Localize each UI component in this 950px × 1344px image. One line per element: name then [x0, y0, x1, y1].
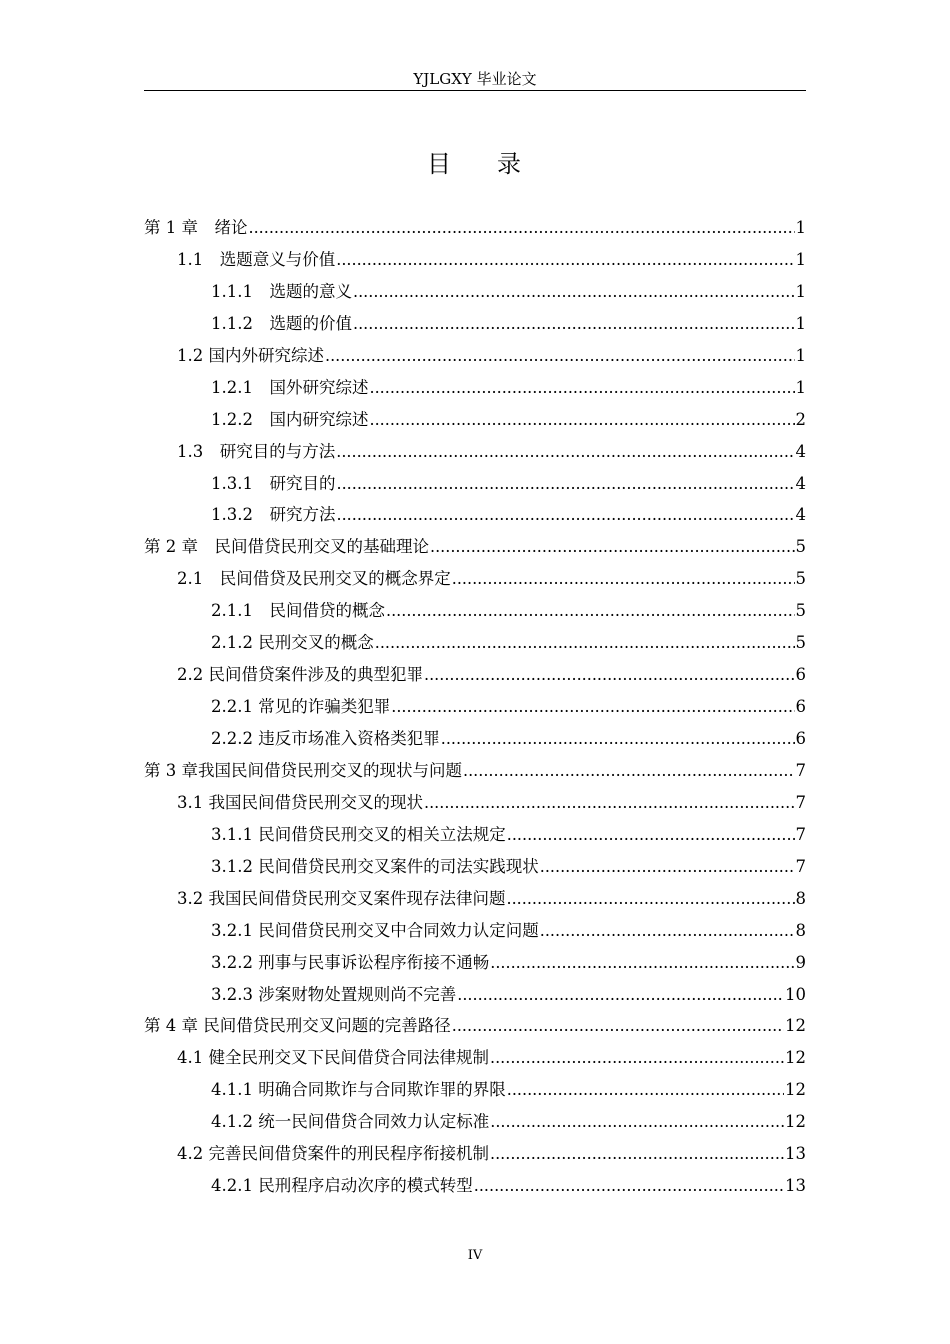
toc-dot-leader [336, 468, 794, 500]
toc-entry[interactable] [211, 308, 806, 340]
toc-entry-title: 第 2 章 民间借贷民刑交叉的基础理论 [144, 537, 429, 557]
toc-entry-title: 2.1 民间借贷及民刑交叉的概念界定 [177, 569, 451, 589]
toc-dot-leader [353, 276, 795, 308]
toc-entry-title: 4.1.1 明确合同欺诈与合同欺诈罪的界限 [211, 1080, 506, 1100]
toc-entry[interactable] [211, 1170, 806, 1202]
toc-entry-title: 3.2 我国民间借贷民刑交叉案件现存法律问题 [177, 888, 506, 908]
toc-entry-page: 4 [795, 505, 806, 525]
toc-entry[interactable] [177, 1138, 806, 1170]
toc-entry[interactable] [177, 563, 806, 595]
toc-entry-title: 1.1.2 选题的价值 [211, 313, 352, 333]
toc-entry-page: 1 [795, 313, 806, 333]
toc-dot-leader [490, 1042, 784, 1074]
toc-entry-title: 4.2.1 民刑程序启动次序的模式转型 [211, 1176, 473, 1196]
toc-dot-leader [369, 372, 794, 404]
toc-entry-page: 1 [795, 281, 806, 301]
toc-dot-leader [540, 915, 795, 947]
toc-entry-page: 7 [795, 760, 806, 780]
toc-entry-title: 1.3.2 研究方法 [211, 505, 336, 525]
toc-entry[interactable] [211, 404, 806, 436]
toc-dot-leader [452, 563, 795, 595]
toc-entry-page: 1 [795, 249, 806, 269]
toc-entry-page: 12 [785, 1112, 806, 1132]
toc-entry-page: 8 [795, 888, 806, 908]
toc-dot-leader [336, 499, 794, 531]
toc-entry[interactable] [211, 915, 806, 947]
toc-entry[interactable] [211, 979, 806, 1011]
toc-entry-title: 第 4 章 民间借贷民刑交叉问题的完善路径 [144, 1016, 451, 1036]
toc-dot-leader [507, 883, 795, 915]
toc-entry-title: 2.1.1 民间借贷的概念 [211, 601, 385, 621]
toc-dot-leader [336, 244, 794, 276]
toc-entry-page: 5 [795, 569, 806, 589]
toc-entry-title: 1.3.1 研究目的 [211, 473, 336, 493]
toc-entry-title: 1.2 国内外研究综述 [177, 345, 324, 365]
toc-entry[interactable] [177, 244, 806, 276]
page-number: IV [467, 1248, 483, 1263]
toc-dot-leader [507, 819, 795, 851]
toc-dot-leader [430, 531, 795, 563]
toc-entry-title: 3.1.2 民间借贷民刑交叉案件的司法实践现状 [211, 856, 539, 876]
toc-entry-page: 5 [795, 537, 806, 557]
toc-dot-leader [325, 340, 795, 372]
table-of-contents [0, 212, 950, 1202]
toc-entry-title: 4.2 完善民间借贷案件的刑民程序衔接机制 [177, 1144, 489, 1164]
toc-entry-page: 13 [785, 1176, 806, 1196]
toc-entry-page: 6 [795, 697, 806, 717]
toc-entry[interactable] [211, 723, 806, 755]
toc-dot-leader [353, 308, 795, 340]
toc-entry-page: 5 [795, 633, 806, 653]
toc-entry[interactable] [144, 212, 806, 244]
toc-entry[interactable] [211, 851, 806, 883]
toc-entry-page: 1 [795, 377, 806, 397]
toc-entry[interactable] [211, 627, 806, 659]
toc-entry[interactable] [211, 372, 806, 404]
toc-entry-title: 1.2.2 国内研究综述 [211, 409, 369, 429]
toc-entry[interactable] [177, 659, 806, 691]
toc-entry-title: 1.2.1 国外研究综述 [211, 377, 369, 397]
toc-dot-leader [424, 787, 795, 819]
toc-entry-page: 7 [795, 856, 806, 876]
toc-entry[interactable] [211, 691, 806, 723]
toc-entry-title: 3.2.3 涉案财物处置规则尚不完善 [211, 984, 457, 1004]
toc-entry-title: 3.1 我国民间借贷民刑交叉的现状 [177, 792, 423, 812]
toc-entry-title: 2.2.1 常见的诈骗类犯罪 [211, 697, 391, 717]
toc-entry-title: 4.1.2 统一民间借贷合同效力认定标准 [211, 1112, 490, 1132]
toc-title-char-1: 目 [427, 150, 453, 178]
toc-entry-page: 5 [795, 601, 806, 621]
toc-entry-page: 1 [795, 218, 806, 237]
toc-dot-leader [540, 851, 795, 883]
toc-entry[interactable] [177, 787, 806, 819]
header-rule [144, 90, 806, 91]
toc-entry-page: 12 [785, 1080, 806, 1100]
toc-entry[interactable] [177, 436, 806, 468]
toc-entry-title: 1.3 研究目的与方法 [177, 441, 336, 461]
toc-entry[interactable] [211, 1106, 806, 1138]
toc-entry-page: 8 [795, 920, 806, 940]
toc-dot-leader [391, 691, 794, 723]
toc-entry-page: 7 [795, 824, 806, 844]
toc-entry[interactable] [177, 883, 806, 915]
toc-title [0, 148, 950, 180]
toc-dot-leader [490, 1106, 784, 1138]
toc-dot-leader [474, 1170, 784, 1202]
toc-entry[interactable] [211, 947, 806, 979]
toc-entry-title: 第 1 章 绪论 [144, 218, 248, 237]
toc-dot-leader [463, 755, 795, 787]
toc-entry-page: 9 [795, 952, 806, 972]
toc-entry-page: 13 [785, 1144, 806, 1164]
toc-entry-title: 2.2.2 违反市场准入资格类犯罪 [211, 729, 440, 748]
toc-entry-page: 4 [795, 473, 806, 493]
toc-dot-leader [249, 212, 795, 244]
toc-entry-page: 12 [785, 1048, 806, 1068]
toc-title-char-2: 录 [497, 150, 523, 178]
toc-entry-page: 7 [795, 792, 806, 812]
toc-entry-page: 6 [795, 665, 806, 685]
toc-entry-title: 第 3 章我国民间借贷民刑交叉的现状与问题 [144, 760, 462, 780]
toc-entry-title: 4.1 健全民刑交叉下民间借贷合同法律规制 [177, 1048, 489, 1068]
toc-entry-page: 6 [795, 729, 806, 748]
toc-entry[interactable] [144, 755, 806, 787]
toc-dot-leader [336, 436, 794, 468]
toc-entry-page: 4 [795, 441, 806, 461]
toc-entry-title: 3.1.1 民间借贷民刑交叉的相关立法规定 [211, 824, 506, 844]
toc-dot-leader [441, 723, 795, 755]
toc-entry[interactable] [177, 1042, 806, 1074]
toc-entry-page: 2 [795, 409, 806, 429]
toc-dot-leader [369, 404, 794, 436]
toc-entry[interactable] [144, 531, 806, 563]
toc-entry[interactable] [177, 340, 806, 372]
toc-entry[interactable] [144, 1010, 806, 1042]
toc-entry[interactable] [211, 468, 806, 500]
toc-entry-title: 3.2.1 民间借贷民刑交叉中合同效力认定问题 [211, 920, 539, 940]
toc-entry[interactable] [211, 499, 806, 531]
toc-entry-title: 1.1 选题意义与价值 [177, 249, 336, 269]
toc-dot-leader [386, 595, 795, 627]
toc-entry[interactable] [211, 819, 806, 851]
toc-entry[interactable] [211, 595, 806, 627]
toc-entry-title: 2.2 民间借贷案件涉及的典型犯罪 [177, 665, 423, 685]
toc-entry-title: 2.1.2 民刑交叉的概念 [211, 633, 374, 653]
toc-dot-leader [375, 627, 795, 659]
toc-entry-page: 10 [785, 984, 806, 1004]
toc-entry-page: 12 [785, 1016, 806, 1036]
toc-entry-title: 3.2.2 刑事与民事诉讼程序衔接不通畅 [211, 952, 490, 972]
toc-dot-leader [457, 979, 784, 1011]
toc-entry-title: 1.1.1 选题的意义 [211, 281, 352, 301]
toc-entry[interactable] [211, 276, 806, 308]
running-header: YJLGXY 毕业论文 [413, 70, 537, 88]
toc-dot-leader [507, 1074, 784, 1106]
toc-dot-leader [424, 659, 795, 691]
toc-dot-leader [490, 1138, 784, 1170]
toc-entry[interactable] [211, 1074, 806, 1106]
toc-dot-leader [452, 1010, 784, 1042]
toc-entry-page: 1 [795, 345, 806, 365]
toc-dot-leader [490, 947, 794, 979]
